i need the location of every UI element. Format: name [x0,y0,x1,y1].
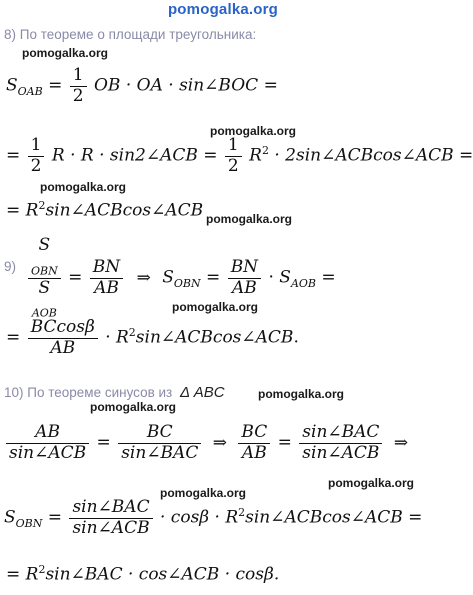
watermark: pomogalka.org [160,486,247,500]
step-10-heading: 10) По теореме синусов из Δ ABC [4,384,225,401]
step-9-heading: 9) [4,259,17,274]
equation-1: $S_{OAB}$ = $\frac{1}{2}$ OB · OA · sin∠BOC = [6,65,278,106]
step-8-heading: 8) По теореме о площади треугольника: [4,27,257,42]
equation-3: = $R^2\sin\angle ACBcos\angle ACB$ [6,199,204,221]
fraction-half: $\frac{1}{2}$ [70,66,87,106]
equation-7: $S_{OBN}$ = $\frac{\text{sin∠BAC}}{\text{sin∠ACB}}$ · $\cos\beta \cdot R^2\sin\angle ACBcos\angle ACB$ = [4,497,423,538]
equation-8: = $R^2\sin\angle BAC$ · cos∠ACB · cosβ. [6,563,280,585]
equation-5: = $\frac{BCcos\beta}{AB}$ · $R^2\sin\angle ACBcos\angle ACB$. [6,317,299,358]
watermark: pomogalka.org [22,46,109,60]
watermark: pomogalka.org [210,124,297,138]
equation-4: S $_{OBN}$ S $_{AOB}$ = $\frac{BN}{AB}$ ⇒ $S_{OBN}$ = $\frac{BN}{AB}$ · $S_{AOB}$ = [26,236,336,320]
site-header[interactable]: pomogalka.org [167,1,279,18]
watermark: pomogalka.org [40,180,127,194]
watermark: pomogalka.org [206,212,293,226]
watermark: pomogalka.org [90,400,177,414]
equation-6: $\frac{AB}{\text{sin∠ACB}}$ = $\frac{BC}{\text{sin∠BAC}}$ ⇒ $\frac{BC}{AB}$ = $\frac{\text{sin∠BAC}}{\text{sin∠ACB}}$ ⇒ [4,423,408,463]
equation-2: = $\frac{1}{2}$ R · R · sin2∠ACB = $\frac{1}{2}$ $R^2$ · 2sin∠ACBcos∠ACB = [6,135,473,176]
watermark: pomogalka.org [172,300,259,314]
watermark: pomogalka.org [258,387,345,401]
watermark: pomogalka.org [328,476,415,490]
